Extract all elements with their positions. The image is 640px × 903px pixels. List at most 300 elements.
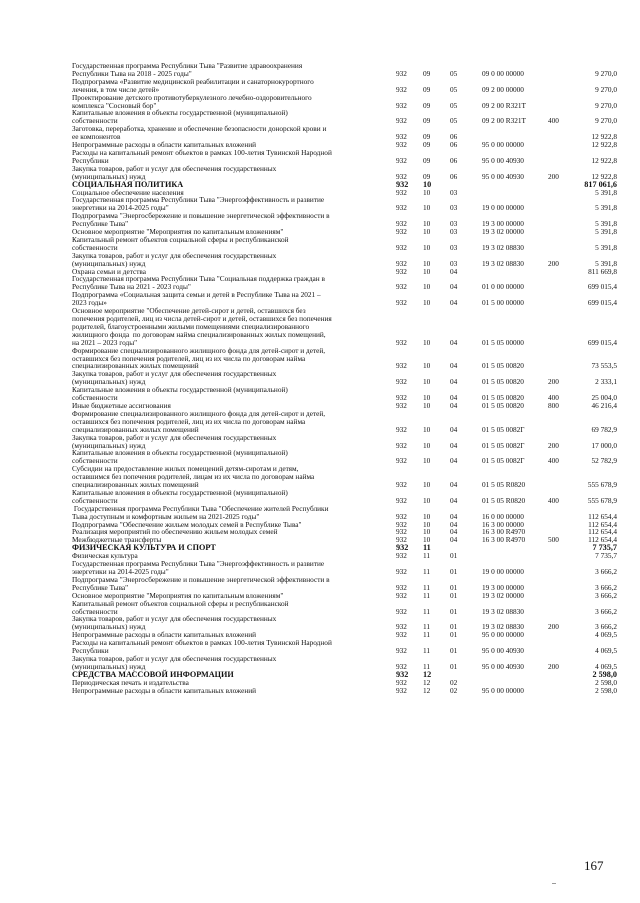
expense-name-cell: Закупка товаров, работ и услуг для обеспечения государственных (муниципальных) нужд	[72, 250, 277, 268]
dept-code-cell: 932	[396, 622, 407, 632]
expense-name-cell: Государственная программа Республики Тыва "Обеспечение жителей Республики Тыва доступным и комфортным жильем на 2021-2025 годы"	[72, 503, 329, 521]
section-code-cell: 10	[423, 282, 431, 292]
subsection-code-cell: 01	[450, 630, 458, 640]
expense-name-cell: Подпрограмма "Энергосбережение и повышение энергетической эффективности в Республике Тыва"	[72, 574, 330, 592]
amount-cell: 5 391,8	[595, 187, 617, 197]
subsection-code-cell: 05	[450, 100, 458, 110]
target-article-cell: 95 0 00 40930	[482, 155, 524, 165]
section-code-cell: 09	[423, 68, 431, 78]
amount-cell: 7 735,7	[592, 543, 617, 553]
expense-name-cell: Реализация мероприятий по обеспечению жильем молодых семей	[72, 527, 278, 537]
section-code-cell: 10	[423, 424, 431, 434]
section-code-cell: 10	[423, 440, 431, 450]
table-row	[72, 370, 617, 386]
target-article-cell: 01 5 05 0082Г	[482, 440, 525, 450]
dept-code-cell: 932	[396, 258, 407, 268]
amount-cell: 5 391,8	[595, 227, 617, 237]
dept-code-cell: 932	[396, 242, 407, 252]
dept-code-cell: 932	[396, 337, 407, 347]
section-code-cell: 10	[423, 400, 431, 410]
dept-code-cell: 932	[396, 266, 407, 276]
table-row	[72, 78, 617, 94]
section-code-cell: 09	[423, 132, 431, 142]
dept-code-cell: 932	[396, 187, 407, 197]
dept-code-cell: 932	[396, 646, 407, 656]
subsection-code-cell: 05	[450, 116, 458, 126]
dept-code-cell: 932	[396, 440, 407, 450]
expense-name-cell: Физическая культура	[72, 551, 138, 561]
expense-name-cell: Государственная программа Республики Тыва "Энергоэффективность и развитие энергетики на 2014-2025 годы"	[72, 559, 325, 576]
dept-code-cell: 932	[396, 606, 407, 616]
subsection-code-cell: 06	[450, 140, 458, 150]
section-code-cell: 11	[423, 590, 431, 600]
amount-cell: 73 553,5	[591, 361, 617, 371]
expense-name-cell: Заготовка, переработка, хранение и обеспечение безопасности донорской крови и ее компонентов	[72, 124, 327, 142]
expense-type-cell: 400	[548, 456, 559, 466]
expense-name-cell: Проектирование детского противотуберкулезного лечебно-оздоровительного комплекса "Сосновый бор"	[72, 92, 312, 110]
expense-name-cell: СОЦИАЛЬНАЯ ПОЛИТИКА	[72, 179, 184, 189]
section-code-cell: 11	[423, 630, 431, 640]
section-code-cell: 12	[423, 685, 431, 695]
table-row	[72, 386, 617, 402]
section-code-cell: 10	[423, 258, 431, 268]
amount-cell: 5 391,8	[595, 242, 617, 252]
amount-cell: 12 922,8	[591, 155, 617, 165]
dept-code-cell: 932	[396, 377, 407, 387]
subsection-code-cell: 04	[450, 519, 458, 529]
target-article-cell: 01 5 05 00000	[482, 337, 524, 347]
dept-code-cell: 932	[396, 685, 407, 695]
subsection-code-cell: 04	[450, 361, 458, 371]
target-article-cell: 16 3 00 R4970	[482, 527, 526, 537]
amount-cell: 12 922,8	[591, 171, 617, 181]
dept-code-cell: 932	[396, 495, 407, 505]
expense-name-cell: Закупка товаров, работ и услуг для обеспечения государственных (муниципальных) нужд	[72, 432, 277, 450]
target-article-cell: 09 2 00 00000	[482, 84, 524, 94]
expense-type-cell: 200	[548, 440, 559, 450]
subsection-code-cell: 01	[450, 590, 458, 600]
subsection-code-cell: 04	[450, 266, 458, 276]
subsection-code-cell: 01	[450, 661, 458, 671]
expense-name-cell: Периодическая печать и издательства	[72, 677, 189, 687]
section-code-cell: 10	[423, 527, 431, 537]
subsection-code-cell: 01	[450, 582, 458, 592]
dept-code-cell: 932	[396, 203, 407, 213]
subsection-code-cell: 04	[450, 282, 458, 292]
table-row	[72, 687, 617, 695]
expense-name-cell: ФИЗИЧЕСКАЯ КУЛЬТУРА И СПОРТ	[72, 543, 216, 553]
amount-cell: 5 391,8	[595, 219, 617, 229]
subsection-code-cell: 04	[450, 400, 458, 410]
amount-cell: 112 654,4	[588, 511, 617, 521]
subsection-code-cell: 02	[450, 685, 458, 695]
expense-name-cell: Расходы на капитальный ремонт объектов в рамках 100-летия Тувинской Народной Республики	[72, 147, 332, 165]
expense-name-cell: Государственная программа Республики Тыва "Развитие здравоохранения Республики Тыва на 2018 - 2025 годы"	[72, 61, 303, 78]
table-row	[72, 94, 617, 110]
section-code-cell: 12	[423, 677, 431, 687]
dept-code-cell: 932	[396, 68, 407, 78]
expense-name-cell: СРЕДСТВА МАССОВОЙ ИНФОРМАЦИИ	[72, 669, 234, 679]
table-row	[72, 252, 617, 268]
table-row	[72, 125, 617, 141]
expense-name-cell: Непрограммные расходы в области капитальных вложений	[72, 630, 257, 640]
dept-code-cell: 932	[396, 282, 407, 292]
section-code-cell: 10	[423, 361, 431, 371]
amount-cell: 9 270,0	[595, 68, 617, 78]
target-article-cell: 95 0 00 40930	[482, 646, 524, 656]
subsection-code-cell: 06	[450, 155, 458, 165]
expense-name-cell: Основное мероприятие "Обеспечение детей-сирот и детей, оставшихся без попечения родителей, лиц из числа детей-сирот и детей, оставшихся без попечения родителей, благоустроенными жилыми помещениями специализированного жилищного фонда по договорам найма специализированных жилых помещений, на 2021 – 2023 годы"	[72, 306, 332, 347]
subsection-code-cell: 03	[450, 203, 458, 213]
amount-cell: 69 782,9	[591, 424, 617, 434]
amount-cell: 112 654,4	[588, 535, 617, 545]
amount-cell: 811 669,8	[588, 266, 617, 276]
dept-code-cell: 932	[396, 669, 409, 679]
section-code-cell: 10	[423, 203, 431, 213]
amount-cell: 52 782,9	[591, 456, 617, 466]
expense-type-cell: 800	[548, 400, 559, 410]
subsection-code-cell: 04	[450, 527, 458, 537]
dept-code-cell: 932	[396, 298, 407, 308]
subsection-code-cell: 04	[450, 337, 458, 347]
table-row	[72, 639, 617, 655]
amount-cell: 699 015,4	[587, 282, 617, 292]
target-article-cell: 19 3 02 08830	[482, 242, 524, 252]
subsection-code-cell: 03	[450, 258, 458, 268]
section-code-cell: 12	[423, 669, 432, 679]
table-row	[72, 655, 617, 671]
table-row	[72, 489, 617, 505]
subsection-code-cell: 01	[450, 622, 458, 632]
subsection-code-cell: 01	[450, 646, 458, 656]
expense-type-cell: 200	[548, 661, 559, 671]
expense-name-cell: Капитальные вложения в объекты государственной (муниципальной) собственности	[72, 487, 288, 505]
section-code-cell: 09	[423, 100, 431, 110]
table-row	[72, 291, 617, 307]
subsection-code-cell: 01	[450, 606, 458, 616]
subsection-code-cell: 02	[450, 677, 458, 687]
section-code-cell: 09	[423, 171, 431, 181]
expense-name-cell: Расходы на капитальный ремонт объектов в рамках 100-летия Тувинской Народной Республики	[72, 638, 332, 656]
amount-cell: 555 678,9	[587, 480, 617, 490]
expense-name-cell: Государственная программа Республики Тыва "Социальная поддержка граждан в Республике Тыва на 2021 - 2023 годы"	[72, 274, 325, 292]
dept-code-cell: 932	[396, 527, 407, 537]
section-code-cell: 11	[423, 622, 431, 632]
expense-name-cell: Непрограммные расходы в области капитальных вложений	[72, 685, 257, 695]
table-row	[72, 62, 617, 78]
amount-cell: 555 678,9	[587, 495, 617, 505]
dept-code-cell: 932	[396, 582, 407, 592]
dept-code-cell: 932	[396, 543, 409, 553]
subsection-code-cell: 04	[450, 377, 458, 387]
target-article-cell: 19 3 02 08830	[482, 606, 524, 616]
subsection-code-cell: 01	[450, 551, 458, 561]
table-row	[72, 560, 617, 576]
section-code-cell: 10	[423, 480, 431, 490]
expense-name-cell: Охрана семьи и детства	[72, 266, 146, 276]
section-code-cell: 11	[423, 567, 431, 576]
dept-code-cell: 932	[396, 219, 407, 229]
target-article-cell: 01 5 05 0082Г	[482, 424, 525, 434]
subsection-code-cell: 04	[450, 298, 458, 308]
dept-code-cell: 932	[396, 393, 407, 403]
section-code-cell: 10	[423, 519, 431, 529]
table-row	[72, 109, 617, 125]
target-article-cell: 19 0 00 00000	[482, 567, 524, 576]
table-row	[72, 149, 617, 165]
amount-cell: 3 666,2	[595, 606, 617, 616]
expense-type-cell: 200	[548, 171, 559, 181]
target-article-cell: 09 2 00 R321Т	[482, 116, 526, 126]
target-article-cell: 19 3 00 00000	[482, 582, 524, 592]
footer-mark	[552, 883, 556, 884]
subsection-code-cell: 01	[450, 567, 458, 576]
expense-type-cell: 200	[548, 622, 559, 632]
target-article-cell: 01 5 05 R0820	[482, 495, 526, 505]
amount-cell: 7 735,7	[595, 551, 617, 561]
amount-cell: 112 654,4	[588, 527, 617, 537]
dept-code-cell: 932	[396, 511, 407, 521]
dept-code-cell: 932	[396, 519, 407, 529]
expense-name-cell: Закупка товаров, работ и услуг для обеспечения государственных (муниципальных) нужд	[72, 369, 277, 387]
table-row	[72, 576, 617, 592]
target-article-cell: 95 0 00 00000	[482, 140, 524, 150]
table-row	[72, 275, 617, 291]
expense-name-cell: Формирование специализированного жилищного фонда для детей-сирот и детей, оставшихся без попечения родителей, лиц из их числа по договорам найма специализированных жилых помещений	[72, 408, 326, 434]
expense-type-cell: 400	[548, 495, 559, 505]
section-code-cell: 10	[423, 511, 431, 521]
amount-cell: 9 270,0	[595, 84, 617, 94]
target-article-cell: 16 3 00 R4970	[482, 535, 526, 545]
dept-code-cell: 932	[396, 140, 407, 150]
amount-cell: 25 004,0	[591, 393, 617, 403]
table-row	[72, 165, 617, 181]
amount-cell: 2 598,0	[595, 685, 617, 695]
subsection-code-cell: 04	[450, 393, 458, 403]
expense-name-cell: Подпрограмма «Социальная защита семьи и детей в Республике Тыва на 2021 – 2023 годы»	[72, 290, 321, 308]
expense-name-cell: Капитальные вложения в объекты государственной (муниципальной) собственности	[72, 385, 288, 403]
target-article-cell: 01 5 05 00820	[482, 393, 524, 403]
dept-code-cell: 932	[396, 227, 407, 237]
subsection-code-cell: 04	[450, 535, 458, 545]
section-code-cell: 09	[423, 140, 431, 150]
section-code-cell: 10	[423, 179, 432, 189]
section-code-cell: 10	[423, 242, 431, 252]
target-article-cell: 16 0 00 00000	[482, 511, 524, 521]
target-article-cell: 19 3 02 00000	[482, 590, 524, 600]
amount-cell: 5 391,8	[595, 258, 617, 268]
page-number: 167	[584, 858, 604, 873]
section-code-cell: 11	[423, 551, 431, 561]
target-article-cell: 95 0 00 00000	[482, 685, 524, 695]
target-article-cell: 19 3 02 08830	[482, 258, 524, 268]
expense-name-cell: Иные бюджетные ассигнования	[72, 400, 171, 410]
target-article-cell: 01 5 05 00820	[482, 400, 524, 410]
amount-cell: 2 598,0	[592, 669, 617, 679]
expense-name-cell: Подпрограмма "Обеспечение жильем молодых семей в Республике Тыва"	[72, 519, 302, 529]
amount-cell: 3 666,2	[595, 582, 617, 592]
subsection-code-cell: 06	[450, 132, 458, 142]
table-row	[72, 465, 617, 489]
section-code-cell: 09	[423, 155, 431, 165]
budget-table	[72, 62, 617, 695]
amount-cell: 112 654,4	[588, 519, 617, 529]
target-article-cell: 01 5 05 R0820	[482, 480, 526, 490]
section-code-cell: 10	[423, 266, 431, 276]
amount-cell: 4 069,5	[595, 646, 617, 656]
table-row	[72, 307, 617, 347]
target-article-cell: 01 5 05 00820	[482, 377, 524, 387]
target-article-cell: 95 0 00 40930	[482, 171, 524, 181]
expense-name-cell: Социальное обеспечение населения	[72, 187, 184, 197]
table-row	[72, 434, 617, 450]
amount-cell: 4 069,5	[595, 661, 617, 671]
expense-type-cell: 200	[548, 258, 559, 268]
section-code-cell: 09	[423, 84, 431, 94]
expense-type-cell: 500	[548, 535, 559, 545]
amount-cell: 46 216,4	[591, 400, 617, 410]
section-code-cell: 10	[423, 377, 431, 387]
subsection-code-cell: 04	[450, 456, 458, 466]
expense-name-cell: Непрограммные расходы в области капитальных вложений	[72, 140, 257, 150]
subsection-code-cell: 04	[450, 511, 458, 521]
subsection-code-cell: 03	[450, 187, 458, 197]
target-article-cell: 19 3 02 00000	[482, 227, 524, 237]
dept-code-cell: 932	[396, 361, 407, 371]
amount-cell: 12 922,8	[591, 140, 617, 150]
expense-name-cell: Подпрограмма "Энергосбережение и повышение энергетической эффективности в Республике Тыва"	[72, 211, 330, 229]
dept-code-cell: 932	[396, 132, 407, 142]
table-row	[72, 410, 617, 434]
dept-code-cell: 932	[396, 590, 407, 600]
section-code-cell: 10	[423, 298, 431, 308]
subsection-code-cell: 04	[450, 440, 458, 450]
dept-code-cell: 932	[396, 480, 407, 490]
expense-type-cell: 400	[548, 393, 559, 403]
expense-name-cell: Закупка товаров, работ и услуг для обеспечения государственных (муниципальных) нужд	[72, 163, 277, 181]
subsection-code-cell: 03	[450, 219, 458, 229]
section-code-cell: 10	[423, 227, 431, 237]
amount-cell: 2 598,0	[595, 677, 617, 687]
target-article-cell: 19 0 00 00000	[482, 203, 524, 213]
table-row	[72, 600, 617, 616]
section-code-cell: 10	[423, 535, 431, 545]
section-code-cell: 09	[423, 116, 431, 126]
amount-cell: 817 061,6	[584, 179, 617, 189]
amount-cell: 3 666,2	[595, 567, 617, 576]
subsection-code-cell: 04	[450, 495, 458, 505]
expense-type-cell: 400	[548, 116, 559, 126]
amount-cell: 4 069,5	[595, 630, 617, 640]
expense-name-cell: Капитальный ремонт объектов социальной сферы и республиканской собственности	[72, 598, 289, 616]
amount-cell: 699 015,4	[587, 298, 617, 308]
subsection-code-cell: 03	[450, 242, 458, 252]
section-code-cell: 11	[423, 646, 431, 656]
expense-name-cell: Субсидии на предоставление жилых помещений детям-сиротам и детям, оставшимся без попечения родителей, лицам из их числа по договорам найма специализированных жилых помещений	[72, 464, 315, 490]
amount-cell: 3 666,2	[595, 622, 617, 632]
amount-cell: 17 000,0	[591, 440, 617, 450]
expense-type-cell: 200	[548, 377, 559, 387]
section-code-cell: 11	[423, 606, 431, 616]
section-code-cell: 10	[423, 337, 431, 347]
target-article-cell: 95 0 00 00000	[482, 630, 524, 640]
target-article-cell: 01 5 05 0082Г	[482, 456, 525, 466]
target-article-cell: 01 5 00 00000	[482, 298, 524, 308]
amount-cell: 699 015,4	[587, 337, 617, 347]
subsection-code-cell: 04	[450, 424, 458, 434]
target-article-cell: 19 3 02 08830	[482, 622, 524, 632]
dept-code-cell: 932	[396, 551, 407, 561]
expense-name-cell: Основное мероприятие "Мероприятия по капитальным вложениям"	[72, 590, 284, 600]
dept-code-cell: 932	[396, 456, 407, 466]
dept-code-cell: 932	[396, 179, 409, 189]
target-article-cell: 95 0 00 40930	[482, 661, 524, 671]
section-code-cell: 11	[423, 543, 431, 553]
target-article-cell: 01 5 05 00820	[482, 361, 524, 371]
dept-code-cell: 932	[396, 630, 407, 640]
dept-code-cell: 932	[396, 100, 407, 110]
expense-name-cell: Закупка товаров, работ и услуг для обеспечения государственных (муниципальных) нужд	[72, 653, 277, 671]
amount-cell: 2 333,1	[595, 377, 617, 387]
dept-code-cell: 932	[396, 116, 407, 126]
table-row	[72, 196, 617, 212]
amount-cell: 9 270,0	[595, 100, 617, 110]
section-code-cell: 11	[423, 582, 431, 592]
target-article-cell: 09 2 00 R321Т	[482, 100, 526, 110]
table-row	[72, 236, 617, 252]
dept-code-cell: 932	[396, 567, 407, 576]
expense-name-cell: Основное мероприятие "Мероприятия по капитальным вложениям"	[72, 227, 284, 237]
target-article-cell: 09 0 00 00000	[482, 68, 524, 78]
expense-name-cell: Подпрограмма «Развитие медицинской реабилитации и санаторнокурортного лечения, в том числе детей»	[72, 76, 314, 94]
table-row	[72, 212, 617, 228]
subsection-code-cell: 06	[450, 171, 458, 181]
expense-name-cell: Межбюджетные трансферты	[72, 535, 162, 545]
section-header-row	[72, 544, 617, 552]
target-article-cell: 19 3 00 00000	[482, 219, 524, 229]
expense-name-cell: Закупка товаров, работ и услуг для обеспечения государственных (муниципальных) нужд	[72, 614, 277, 632]
section-code-cell: 10	[423, 456, 431, 466]
expense-name-cell: Капитальные вложения в объекты государственной (муниципальной) собственности	[72, 448, 288, 466]
dept-code-cell: 932	[396, 155, 407, 165]
section-code-cell: 10	[423, 495, 431, 505]
dept-code-cell: 932	[396, 677, 407, 687]
expense-name-cell: Формирование специализированного жилищного фонда для детей-сирот и детей, оставшихся без попечения родителей, лиц из их числа по договорам найма специализированных жилых помещений	[72, 345, 326, 371]
amount-cell: 3 666,2	[595, 590, 617, 600]
table-row	[72, 449, 617, 465]
table-row	[72, 347, 617, 371]
expense-name-cell: Капитальный ремонт объектов социальной сферы и республиканской собственности	[72, 234, 289, 252]
dept-code-cell: 932	[396, 400, 407, 410]
expense-name-cell: Капитальные вложения в объекты государственной (муниципальной) собственности	[72, 108, 288, 126]
expense-name-cell: Государственная программа Республики Тыва "Энергоэффективность и развитие энергетики на 2014-2025 годы"	[72, 195, 325, 213]
subsection-code-cell: 03	[450, 227, 458, 237]
table-row	[72, 615, 617, 631]
section-code-cell: 10	[423, 187, 431, 197]
amount-cell: 12 922,8	[591, 132, 617, 142]
dept-code-cell: 932	[396, 661, 407, 671]
dept-code-cell: 932	[396, 424, 407, 434]
subsection-code-cell: 04	[450, 480, 458, 490]
target-article-cell: 16 3 00 00000	[482, 519, 524, 529]
subsection-code-cell: 05	[450, 84, 458, 94]
dept-code-cell: 932	[396, 535, 407, 545]
target-article-cell: 01 0 00 00000	[482, 282, 524, 292]
dept-code-cell: 932	[396, 171, 407, 181]
section-code-cell: 10	[423, 219, 431, 229]
dept-code-cell: 932	[396, 84, 407, 94]
amount-cell: 5 391,8	[595, 203, 617, 213]
